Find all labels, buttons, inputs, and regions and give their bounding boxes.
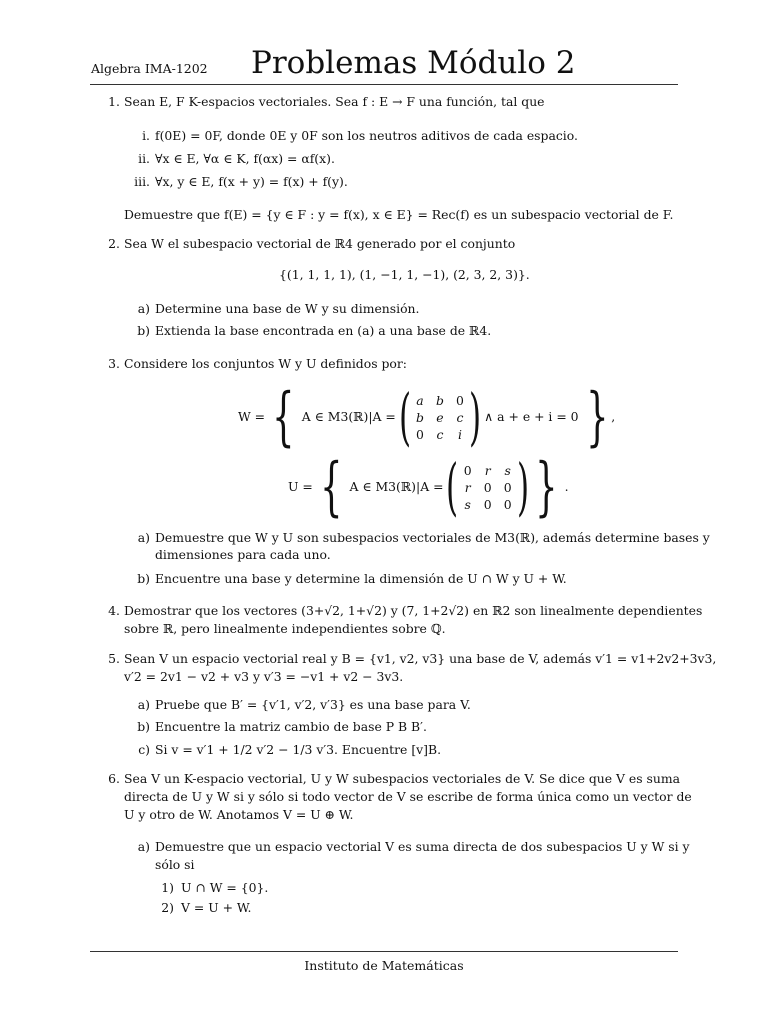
problem-2-spanning-set: {(1, 1, 1, 1), (1, −1, 1, −1), (2, 3, 2, 3)}.: [279, 267, 530, 282]
problem-5-text: v′2 = 2v1 − v2 + v3 y v′3 = −v1 + v2 − 3v3.: [124, 669, 404, 684]
problem-1-item-label: ii.: [138, 151, 150, 166]
problem-5-number: 5.: [108, 651, 120, 666]
footer-rule: [90, 951, 678, 952]
matrix-cell: b: [416, 409, 424, 425]
set-W-definition: [238, 380, 616, 454]
footer-institution: Instituto de Matemáticas: [304, 958, 464, 973]
problem-3-item-label: a): [137, 530, 150, 545]
set-U-definition: [288, 450, 569, 524]
matrix-cell: 0: [503, 496, 512, 512]
problem-6-subitem-label: 2): [161, 900, 174, 915]
matrix-cell: s: [464, 496, 471, 512]
problem-6-subitem-text: V = U + W.: [181, 900, 252, 915]
problem-3-intro: Considere los conjuntos W y U definidos por:: [124, 356, 407, 371]
problem-1-number: 1.: [108, 94, 120, 109]
problem-5-item-label: b): [137, 719, 150, 734]
matrix-cell: 0: [456, 392, 464, 408]
set-W-condition: A ∈ M3(ℝ)|A =: [301, 409, 396, 424]
matrix-cell: r: [484, 462, 491, 478]
problem-2-item-label: b): [137, 323, 150, 338]
matrix-cell: c: [436, 426, 444, 442]
problem-6-text: directa de U y W si y sólo si todo vector de V se escribe de forma única como un vector de: [124, 789, 692, 804]
matrix-cell: e: [436, 409, 444, 425]
problem-1-conclusion: Demuestre que f(E) = {y ∈ F : y = f(x), x ∈ E} = Rec(f) es un subespacio vectorial de F.: [124, 207, 674, 222]
matrix-cell: 0: [503, 479, 512, 495]
problem-1-item-label: iii.: [134, 174, 150, 189]
problem-1-item-text: f(0E) = 0F, donde 0E y 0F son los neutros aditivos de cada espacio.: [155, 128, 578, 143]
problem-1-item-text: ∀x, y ∈ E, f(x + y) = f(x) + f(y).: [155, 174, 348, 189]
problem-1-item-label: i.: [142, 128, 150, 143]
problem-5-item-label: c): [138, 742, 150, 757]
set-U-condition: A ∈ M3(ℝ)|A =: [349, 479, 444, 494]
problem-2-item-label: a): [137, 301, 150, 316]
problem-6-text: Sea V un K-espacio vectorial, U y W subespacios vectoriales de V. Se dice que V es suma: [124, 771, 681, 786]
problem-3-item-label: b): [137, 571, 150, 586]
matrix-left-paren: (: [398, 380, 411, 453]
problem-6-number: 6.: [108, 771, 120, 786]
set-U-lhs: U =: [288, 479, 313, 494]
problem-6-text: U y otro de W. Anotamos V = U ⊕ W.: [124, 807, 354, 822]
right-brace: }: [585, 380, 609, 454]
matrix-U: [458, 462, 518, 513]
matrix-cell: r: [464, 479, 471, 495]
page-title: Problemas Módulo 2: [251, 45, 576, 81]
problem-4-text: Demostrar que los vectores (3+√2, 1+√2) y (7, 1+2√2) en ℝ2 son linealmente dependientes: [124, 603, 703, 618]
set-U-tail: .: [564, 479, 569, 494]
problem-3-number: 3.: [108, 356, 120, 371]
problem-5-item-text: Encuentre la matriz cambio de base P B B′.: [155, 719, 427, 734]
problem-6-item-text: Demuestre que un espacio vectorial V es suma directa de dos subespacios U y W si y: [155, 839, 690, 854]
problem-6-subitem-text: U ∩ W = {0}.: [181, 880, 269, 895]
matrix-left-paren: (: [446, 450, 459, 523]
problem-1-item-text: ∀x ∈ E, ∀α ∈ K, f(αx) = αf(x).: [155, 151, 335, 166]
matrix-W: [410, 392, 470, 443]
problem-4-number: 4.: [108, 603, 120, 618]
matrix-cell: 0: [483, 479, 492, 495]
matrix-cell: a: [416, 392, 424, 408]
matrix-cell: b: [436, 392, 444, 408]
problem-2-item-text: Extienda la base encontrada en (a) a una base de ℝ4.: [155, 323, 492, 338]
matrix-cell: i: [457, 426, 462, 442]
header-rule: [90, 84, 678, 85]
problem-2-item-text: Determine una base de W y su dimensión.: [155, 301, 420, 316]
matrix-cell: 0: [483, 496, 492, 512]
matrix-cell: 0: [416, 426, 424, 442]
problem-5-item-text: Si v = v′1 + 1/2 v′2 − 1/3 v′3. Encuentre [v]B.: [155, 742, 442, 757]
right-brace: }: [535, 450, 558, 524]
problem-3-item-text: dimensiones para cada uno.: [155, 547, 331, 562]
matrix-right-paren: ): [516, 450, 529, 523]
problem-6-item-text: sólo si: [155, 857, 195, 872]
matrix-right-paren: ): [469, 380, 482, 453]
problem-5-item-text: Pruebe que B′ = {v′1, v′2, v′3} es una base para V.: [155, 697, 471, 712]
problem-6-item-label: a): [137, 839, 150, 854]
matrix-cell: c: [456, 409, 464, 425]
set-W-lhs: W =: [238, 409, 266, 424]
left-brace: {: [319, 450, 343, 524]
problem-2-intro: Sea W el subespacio vectorial de ℝ4 generado por el conjunto: [124, 236, 516, 251]
problem-3-item-text: Encuentre una base y determine la dimensión de U ∩ W y U + W.: [155, 571, 567, 586]
matrix-cell: 0: [463, 462, 472, 478]
left-brace: {: [272, 380, 295, 454]
problem-6-subitem-label: 1): [161, 880, 174, 895]
problem-4-text: sobre ℝ, pero linealmente independientes sobre ℚ.: [124, 621, 446, 636]
course-code: Algebra IMA-1202: [91, 61, 208, 76]
problem-5-text: Sean V un espacio vectorial real y B = {v1, v2, v3} una base de V, además v′1 = v1+2v2+3v3,: [124, 651, 717, 666]
set-W-tail: ,: [611, 409, 616, 424]
problem-3-item-text: Demuestre que W y U son subespacios vectoriales de M3(ℝ), además determine bases y: [155, 530, 710, 545]
problem-1-intro: Sean E, F K-espacios vectoriales. Sea f : E → F una función, tal que: [124, 94, 545, 109]
problem-2-number: 2.: [108, 236, 120, 251]
problem-5-item-label: a): [137, 697, 150, 712]
set-W-extra-condition: ∧ a + e + i = 0: [484, 409, 579, 424]
matrix-cell: s: [504, 462, 511, 478]
